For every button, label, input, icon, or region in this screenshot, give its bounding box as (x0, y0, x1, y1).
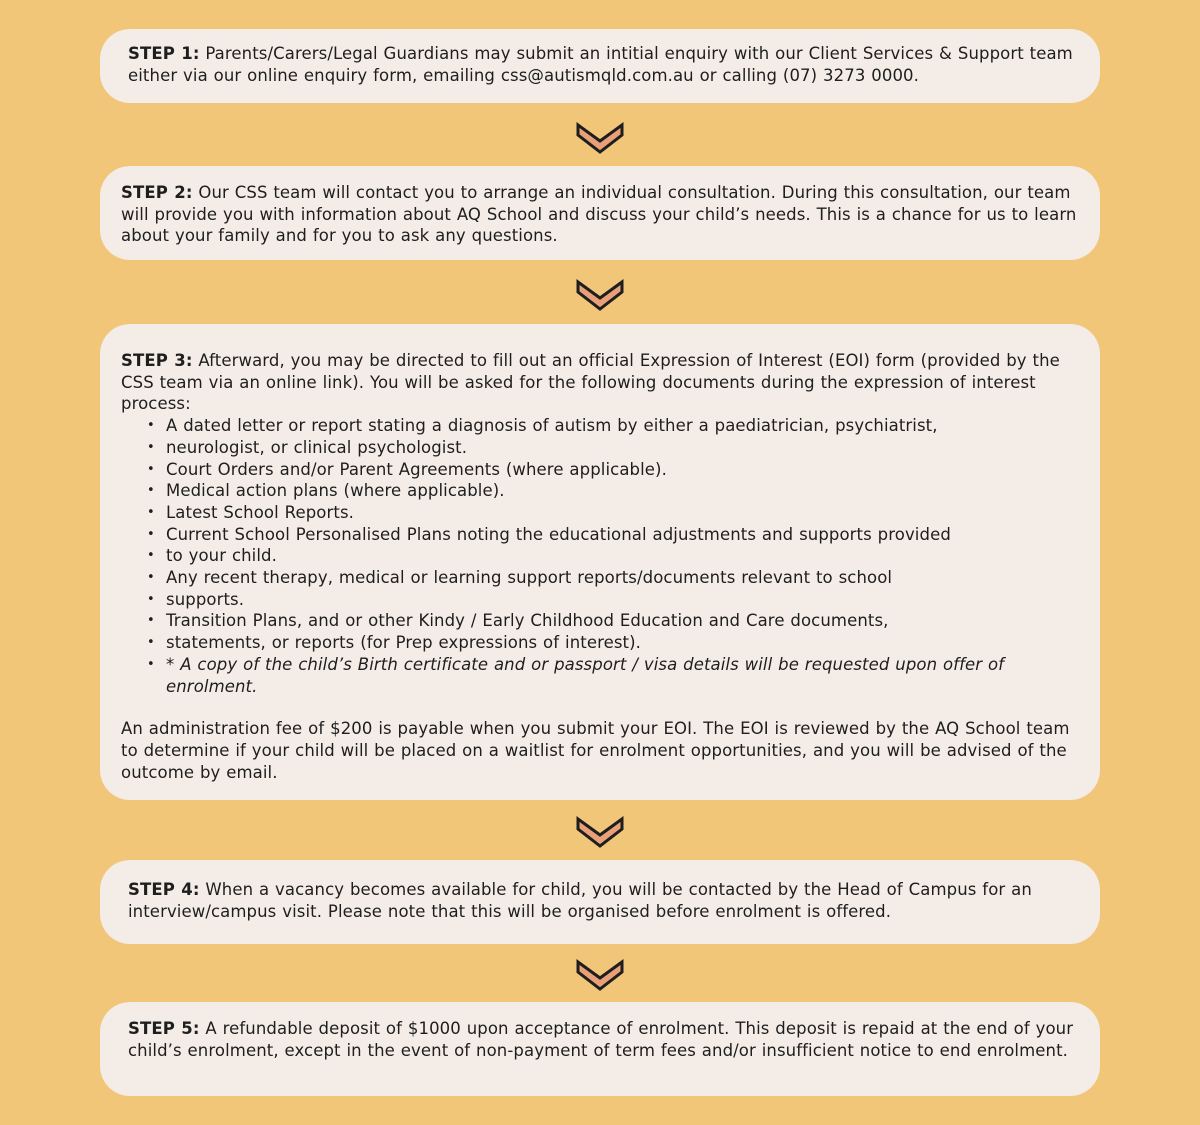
step-5-text (128, 1018, 1090, 1061)
list-item: • statements, or reports (for Prep expressions of interest). (166, 632, 1080, 654)
step-2-text (121, 182, 1080, 247)
chevron-down-icon (575, 813, 625, 851)
list-item: • to your child. (166, 545, 1080, 567)
list-item: • Any recent therapy, medical or learning support reports/documents relevant to school (166, 567, 1080, 589)
step-1-body: Parents/Carers/Legal Guardians may submit an intitial enquiry with our Client Services & Support team either via our online enquiry form, emailing css@autismqld.com.au or calling (07) 3273 0000. (128, 44, 1073, 85)
step-1-label: STEP 1: (128, 44, 200, 63)
chevron-down-icon (575, 956, 625, 994)
step-4-text (128, 879, 1080, 922)
step-4-label: STEP 4: (128, 880, 200, 899)
step-1-card (100, 29, 1100, 103)
step-3-label: STEP 3: (121, 351, 193, 370)
list-item: • supports. (166, 589, 1080, 611)
step-5-label: STEP 5: (128, 1019, 200, 1038)
list-item: • Current School Personalised Plans noting the educational adjustments and supports provided (166, 524, 1080, 546)
list-item: • A dated letter or report stating a diagnosis of autism by either a paediatrician, psychiatrist, (166, 415, 1080, 437)
list-item: • Medical action plans (where applicable). (166, 480, 1080, 502)
administration-fee-text: An administration fee of $200 is payable when you submit your EOI. The EOI is reviewed by the AQ School team to determine if your child will be placed on a waitlist for enrolment opportunities, and you will be advised of the outcome by email. (121, 719, 1070, 782)
step-1-text (128, 43, 1090, 86)
step-3-card (100, 324, 1100, 800)
chevron-down-icon (575, 276, 625, 314)
list-item: • Court Orders and/or Parent Agreements (where applicable). (166, 459, 1080, 481)
list-item: • Transition Plans, and or other Kindy / Early Childhood Education and Care documents, (166, 610, 1080, 632)
document-list (121, 415, 1080, 697)
step-2-card (100, 166, 1100, 260)
list-item: • neurologist, or clinical psychologist. (166, 437, 1080, 459)
list-item: • Latest School Reports. (166, 502, 1080, 524)
step-4-card (100, 860, 1100, 944)
step-4-body: When a vacancy becomes available for child, you will be contacted by the Head of Campus for an interview/campus visit. Please note that this will be organised before enrolment is offered. (128, 880, 1032, 921)
chevron-down-icon (575, 119, 625, 157)
step-3-body: Afterward, you may be directed to fill out an official Expression of Interest (EOI) form (provided by the CSS team via an online link). You will be asked for the following documents during the expression of interest process: (121, 351, 1060, 414)
step-2-label: STEP 2: (121, 183, 193, 202)
step-5-card (100, 1002, 1100, 1096)
step-5-body: A refundable deposit of $1000 upon acceptance of enrolment. This deposit is repaid at the end of your child’s enrolment, except in the event of non-payment of term fees and/or insufficient notice to end enrolment. (128, 1019, 1074, 1060)
step-2-body: Our CSS team will contact you to arrange an individual consultation. During this consultation, our team will provide you with information about AQ School and discuss your child’s needs. This is a chance for us to learn about your family and for you to ask any questions. (121, 183, 1077, 246)
birth-certificate-note: • * A copy of the child’s Birth certificate and or passport / visa details will be requested upon offer of enrolment. (166, 654, 1080, 697)
step-3-text (121, 350, 1080, 415)
